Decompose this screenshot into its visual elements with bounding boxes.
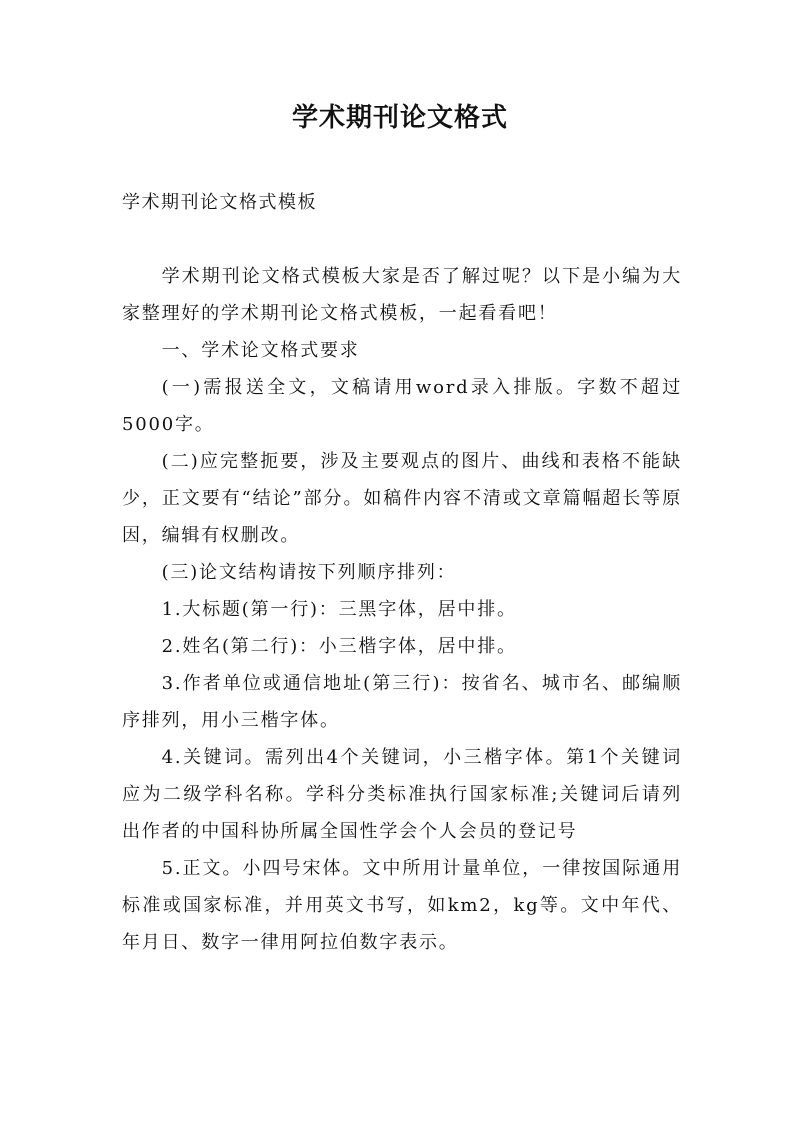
- paragraph-section-heading: 一、学术论文格式要求: [161, 340, 360, 361]
- paragraph-structure-4: 4.关键词。需列出4个关键词，小三楷字体。第1个关键词应为二级学科名称。学科分类标准执行国家标准;关键词后请列出作者的中国科协所属全国性学会个人会员的登记号: [122, 747, 682, 842]
- document-title: 学术期刊论文格式: [291, 103, 508, 133]
- paragraph-item-1: (一)需报送全文，文稿请用word录入排版。字数不超过5000字。: [122, 377, 682, 435]
- document-subtitle: 学术期刊论文格式模板: [122, 192, 317, 213]
- paragraph-item-3: (三)论文结构请按下列顺序排列：: [161, 562, 457, 583]
- paragraph-structure-5: 5.正文。小四号宋体。文中所用计量单位，一律按国际通用标准或国家标准，并用英文书写，如km2，kg等。文中年代、年月日、数字一律用阿拉伯数字表示。: [122, 858, 682, 953]
- paragraph-structure-1: 1.大标题(第一行)：三黑字体，居中排。: [161, 599, 517, 620]
- paragraph-structure-2: 2.姓名(第二行)：小三楷字体，居中排。: [161, 636, 517, 657]
- document-body: [122, 258, 682, 961]
- paragraph-intro: 学术期刊论文格式模板大家是否了解过呢？以下是小编为大家整理好的学术期刊论文格式模板，一起看看吧！: [122, 266, 682, 324]
- paragraph-structure-3: 3.作者单位或通信地址(第三行)：按省名、城市名、邮编顺序排列，用小三楷字体。: [122, 673, 682, 731]
- paragraph-item-2: (二)应完整扼要，涉及主要观点的图片、曲线和表格不能缺少，正文要有“结论”部分。如稿件内容不清或文章篇幅超长等原因，编辑有权删改。: [122, 451, 682, 546]
